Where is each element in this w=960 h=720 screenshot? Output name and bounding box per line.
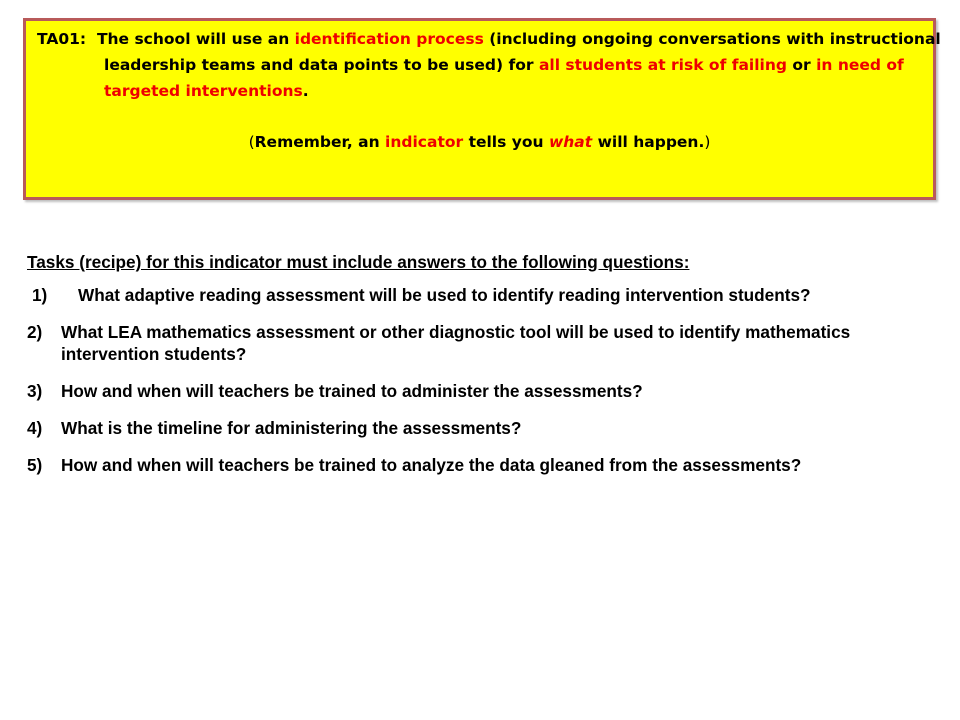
task-text: What adaptive reading assessment will be used to identify reading intervention students? <box>78 285 811 305</box>
task-text: What is the timeline for administering the assessments? <box>61 418 522 438</box>
task-number: 2) <box>27 322 43 342</box>
task-text: How and when will teachers be trained to administer the assessments? <box>61 381 643 401</box>
task-number: 5) <box>27 455 43 475</box>
list-item <box>27 380 927 402</box>
task-text: What LEA mathematics assessment or other diagnostic tool will be used to identify mathematics intervention students? <box>61 322 851 364</box>
statement-text: (including ongoing conversations with instructional leadership teams and data points to be used) for <box>104 30 941 74</box>
list-item <box>27 417 927 439</box>
indicator-code: TA01: <box>37 30 87 48</box>
tasks-heading: Tasks (recipe) for this indicator must include answers to the following questions: <box>27 252 690 272</box>
highlight-targeted-interventions: in need of targeted interventions <box>104 56 904 100</box>
tasks-section <box>27 251 927 491</box>
list-item <box>27 284 927 306</box>
task-list <box>27 284 927 476</box>
indicator-callout-box <box>23 18 941 200</box>
highlight-what: what <box>548 133 593 151</box>
reminder-text: will happen. <box>597 133 705 151</box>
highlight-indicator: indicator <box>385 133 464 151</box>
statement-text: The school will use an <box>96 30 290 48</box>
statement-text: or <box>792 56 811 74</box>
reminder-paren: ( <box>248 133 255 151</box>
statement-text: . <box>302 82 309 100</box>
indicator-statement <box>37 26 960 104</box>
task-number: 3) <box>27 381 43 401</box>
reminder-paren: ) <box>704 133 711 151</box>
indicator-reminder <box>26 129 933 155</box>
task-text: How and when will teachers be trained to analyze the data gleaned from the assessments? <box>61 455 802 475</box>
list-item <box>27 321 927 365</box>
highlight-at-risk: all students at risk of failing <box>538 56 787 74</box>
task-number: 4) <box>27 418 43 438</box>
task-number: 1) <box>32 285 48 305</box>
reminder-text: Remember, an <box>254 133 380 151</box>
list-item <box>27 454 927 476</box>
reminder-text: tells you <box>468 133 544 151</box>
highlight-identification-process: identification process <box>294 30 484 48</box>
